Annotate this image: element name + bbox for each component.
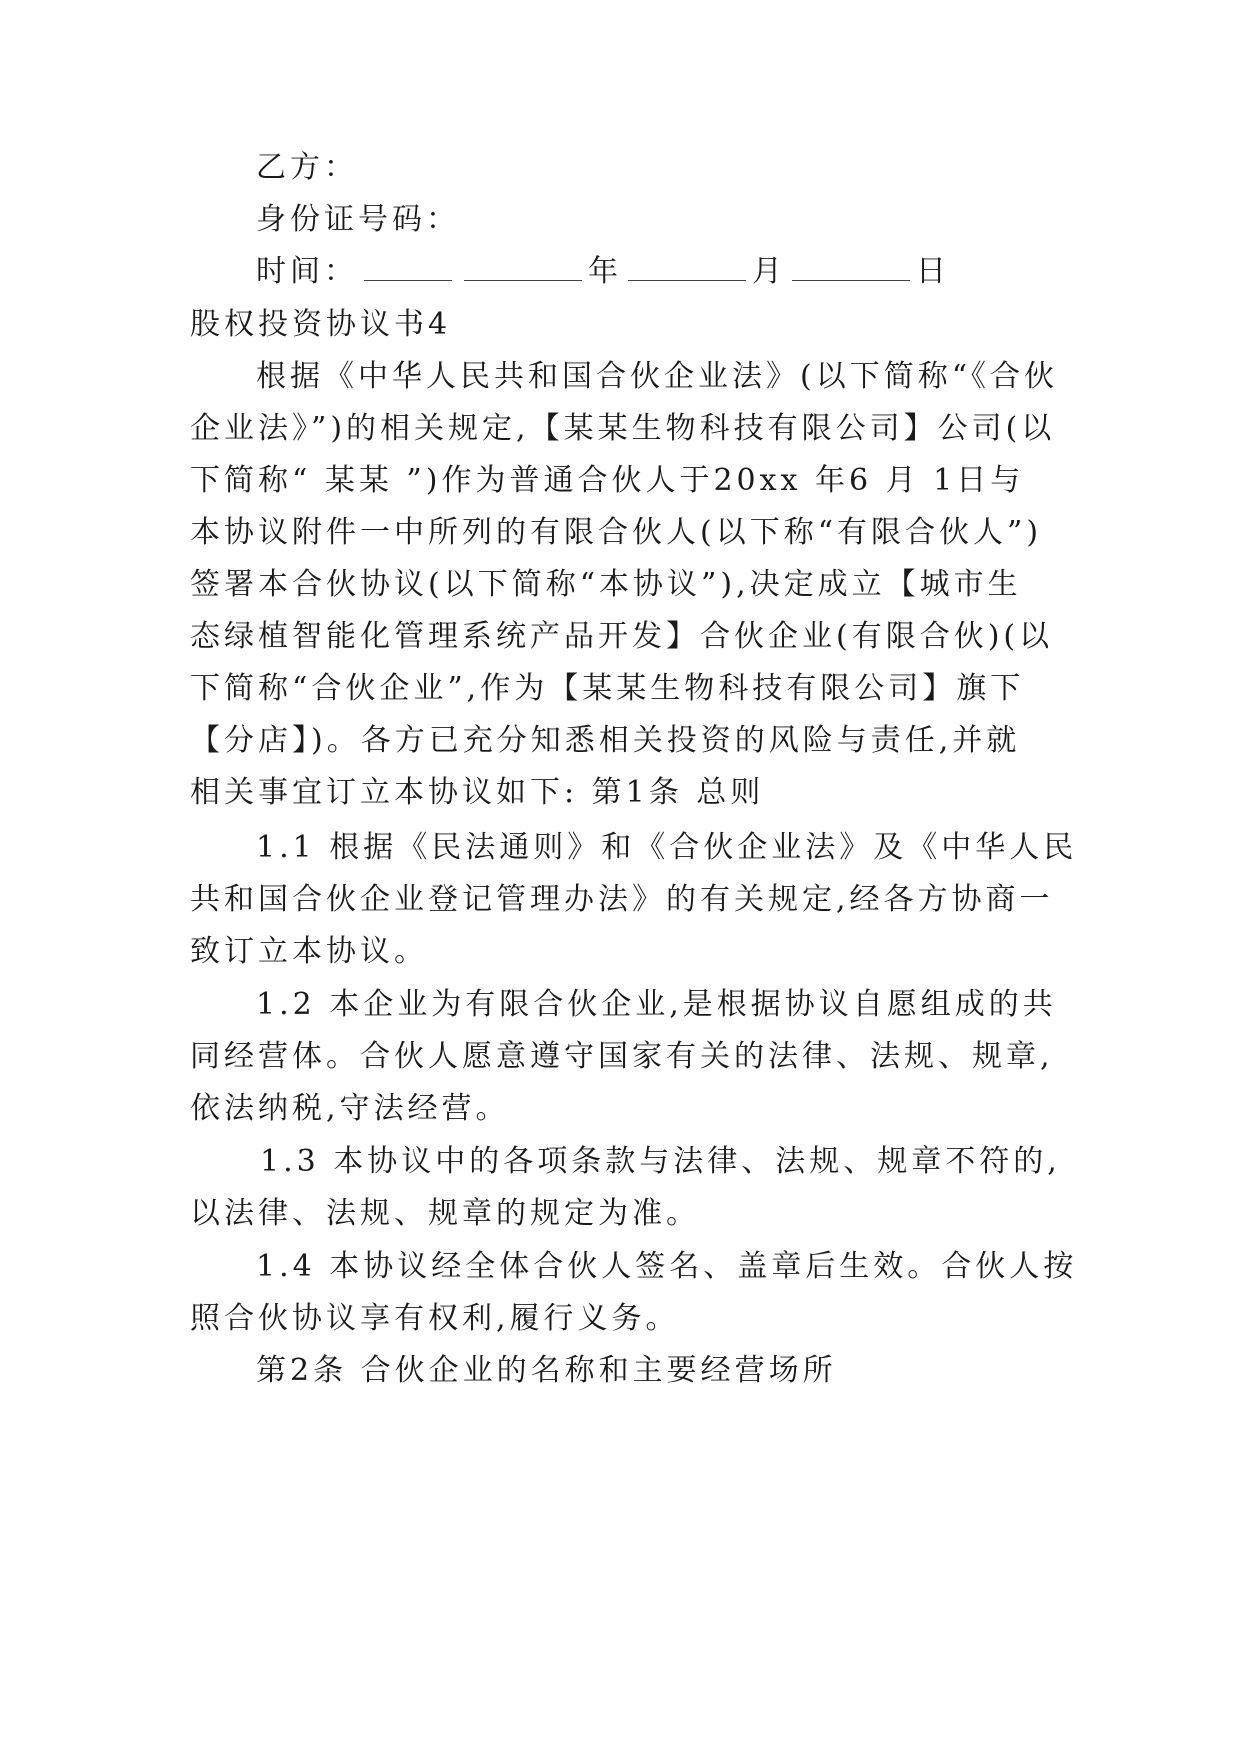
blank-month-field xyxy=(628,254,746,281)
paragraph-line: 企业法》”)的相关规定,【某某生物科技有限公司】公司(以 xyxy=(190,411,1056,446)
clause-line: 致订立本协议。 xyxy=(190,934,428,969)
date-line xyxy=(256,252,950,292)
year-label: 年 xyxy=(588,254,622,289)
month-label: 月 xyxy=(752,254,786,289)
time-label: 时间： xyxy=(256,254,358,289)
paragraph-line: 签署本合伙协议(以下简称“本协议”),决定成立【城市生 xyxy=(190,567,1022,602)
paragraph-line: 本协议附件一中所列的有限合伙人(以下称“有限合伙人”) xyxy=(190,515,1043,550)
clause-line: 同经营体。合伙人愿意遵守国家有关的法律、法规、规章, xyxy=(190,1039,1054,1074)
article-heading: 第2条 合伙企业的名称和主要经营场所 xyxy=(256,1353,837,1388)
paragraph-line: 下简称“ 某某 ”)作为普通合伙人于20xx 年6 月 1日与 xyxy=(190,463,1025,498)
clause-line: 照合伙协议享有权利,履行义务。 xyxy=(190,1301,680,1336)
clause-line: 1.2 本企业为有限合伙企业,是根据协议自愿组成的共 xyxy=(256,987,1057,1022)
paragraph-line: 根据《中华人民共和国合伙企业法》(以下简称“《合伙 xyxy=(256,359,1059,394)
day-label: 日 xyxy=(916,254,950,289)
blank-field xyxy=(364,254,452,281)
blank-year-field xyxy=(464,254,582,281)
clause-line: 以法律、法规、规章的规定为准。 xyxy=(190,1196,700,1231)
paragraph-line: 相关事宜订立本协议如下: 第1条 总则 xyxy=(190,775,765,810)
clause-line: 依法纳税,守法经营。 xyxy=(190,1091,510,1126)
clause-line: 1.1 根据《民法通则》和《合伙企业法》及《中华人民 xyxy=(256,830,1078,865)
clause-line: 1.4 本协议经全体合伙人签名、盖章后生效。合伙人按 xyxy=(256,1249,1078,1284)
paragraph-line: 下简称“合伙企业”,作为【某某生物科技有限公司】旗下 xyxy=(190,671,1025,706)
document-title: 股权投资协议书4 xyxy=(190,307,452,342)
party-b-line: 乙方： xyxy=(256,150,358,185)
blank-day-field xyxy=(792,254,910,281)
clause-line: 1.3 本协议中的各项条款与法律、法规、规章不符的, xyxy=(260,1144,1061,1179)
paragraph-line: 【分店】)。各方已充分知悉相关投资的风险与责任,并就 xyxy=(190,723,1021,758)
paragraph-line: 态绿植智能化管理系统产品开发】合伙企业(有限合伙)(以 xyxy=(190,619,1054,654)
clause-line: 共和国合伙企业登记管理办法》的有关规定,经各方协商一 xyxy=(190,882,1054,917)
id-number-line: 身份证号码： xyxy=(256,202,460,237)
